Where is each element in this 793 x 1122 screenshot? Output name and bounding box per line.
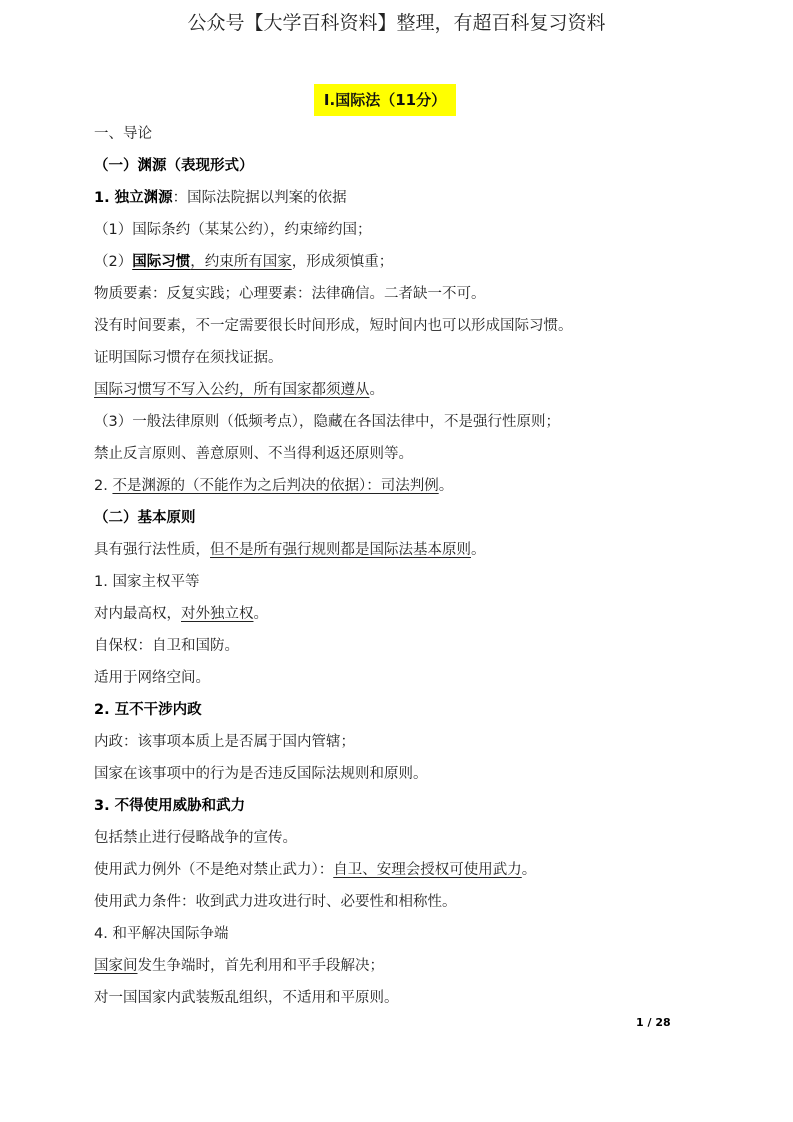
underlined-text: 国家间 <box>94 958 138 974</box>
text-segment: 4. 和平解决国际争端 <box>94 926 229 942</box>
text-segment: 1. 国家主权平等 <box>94 574 200 590</box>
text-line <box>94 732 355 752</box>
text-line <box>94 540 486 560</box>
text-segment: 2. <box>94 478 113 494</box>
text-line <box>94 316 573 336</box>
underlined-text: 对外独立权 <box>181 606 254 622</box>
bold-text: 2. 互不干涉内政 <box>94 702 202 718</box>
text-line <box>94 156 254 176</box>
underlined-text: 但不是所有强行规则都是国际法基本原则 <box>210 542 471 558</box>
text-segment: 。 <box>253 606 268 622</box>
text-segment: 自保权：自卫和国防。 <box>94 638 239 654</box>
text-line <box>94 860 536 880</box>
text-line <box>94 252 393 272</box>
text-segment: 具有强行法性质， <box>94 542 210 558</box>
underlined-text: 自卫、安理会授权可使用武力 <box>333 862 522 878</box>
section-title: Ⅰ.国际法（11分） <box>314 84 456 116</box>
text-line <box>94 220 371 240</box>
text-segment: 。 <box>369 382 384 398</box>
text-segment: 一、导论 <box>94 126 152 142</box>
text-line <box>94 572 199 592</box>
text-segment: 使用武力条件：收到武力进攻进行时、必要性和相称性。 <box>94 894 457 910</box>
underlined-text: 不是渊源的（不能作为之后判决的依据）：司法判例 <box>112 478 439 494</box>
text-segment: 。 <box>521 862 537 878</box>
text-segment: 发生争端时，首先利用和平手段解决； <box>137 958 384 974</box>
text-segment: 对内最高权， <box>94 606 181 622</box>
text-line <box>94 444 413 464</box>
text-segment: 禁止反言原则、善意原则、不当得利返还原则等。 <box>94 446 413 462</box>
bold-text: 国际习惯 <box>132 254 191 270</box>
text-segment: 内政：该事项本质上是否属于国内管辖； <box>94 734 355 750</box>
page-number: 1 / 28 <box>636 1016 671 1029</box>
bold-text: （一）渊源（表现形式） <box>94 158 254 174</box>
text-line <box>94 892 457 912</box>
text-segment: 。 <box>438 478 454 494</box>
text-line <box>94 604 268 624</box>
text-segment: 没有时间要素，不一定需要很长时间形成，短时间内也可以形成国际习惯。 <box>94 318 573 334</box>
text-segment: ：国际法院据以判案的依据 <box>172 190 347 206</box>
bold-text: （二）基本原则 <box>94 510 196 526</box>
underlined-text: 国际习惯写不写入公约，所有国家都须遵从 <box>94 382 370 398</box>
text-segment: 国家在该事项中的行为是否违反国际法规则和原则。 <box>94 766 428 782</box>
text-line <box>94 476 453 496</box>
text-line <box>94 796 245 816</box>
text-line <box>94 412 560 432</box>
underlined-text: ，约束所有国家 <box>190 254 292 270</box>
text-line <box>94 924 228 944</box>
text-segment: 证明国际习惯存在须找证据。 <box>94 350 283 366</box>
bold-text: 1. 独立渊源 <box>94 190 173 206</box>
text-segment: 适用于网络空间。 <box>94 670 210 686</box>
text-line <box>94 348 283 368</box>
text-line <box>94 188 347 208</box>
text-segment: （2） <box>94 254 133 270</box>
text-segment: ，形成须慎重； <box>291 254 394 270</box>
text-line <box>94 284 486 304</box>
text-line <box>94 668 210 688</box>
text-line <box>94 988 399 1008</box>
text-line <box>94 700 202 720</box>
bold-text: 3. 不得使用威胁和武力 <box>94 798 246 814</box>
text-line <box>94 764 428 784</box>
text-segment: （3）一般法律原则（低频考点），隐藏在各国法律中，不是强行性原则； <box>94 414 560 430</box>
text-line <box>94 124 152 144</box>
text-segment: 。 <box>471 542 486 558</box>
text-segment: 使用武力例外（不是绝对禁止武力）： <box>94 862 334 878</box>
page-header: 公众号【大学百科资料】整理，有超百科复习资料 <box>187 12 606 34</box>
text-line <box>94 828 297 848</box>
text-segment: （1）国际条约（某某公约），约束缔约国； <box>94 222 372 238</box>
text-line <box>94 380 384 400</box>
text-line <box>94 956 384 976</box>
text-line <box>94 636 239 656</box>
text-line <box>94 508 196 528</box>
text-segment: 包括禁止进行侵略战争的宣传。 <box>94 830 297 846</box>
text-segment: 物质要素：反复实践；心理要素：法律确信。二者缺一不可。 <box>94 286 486 302</box>
text-segment: 对一国国家内武装叛乱组织，不适用和平原则。 <box>94 990 399 1006</box>
